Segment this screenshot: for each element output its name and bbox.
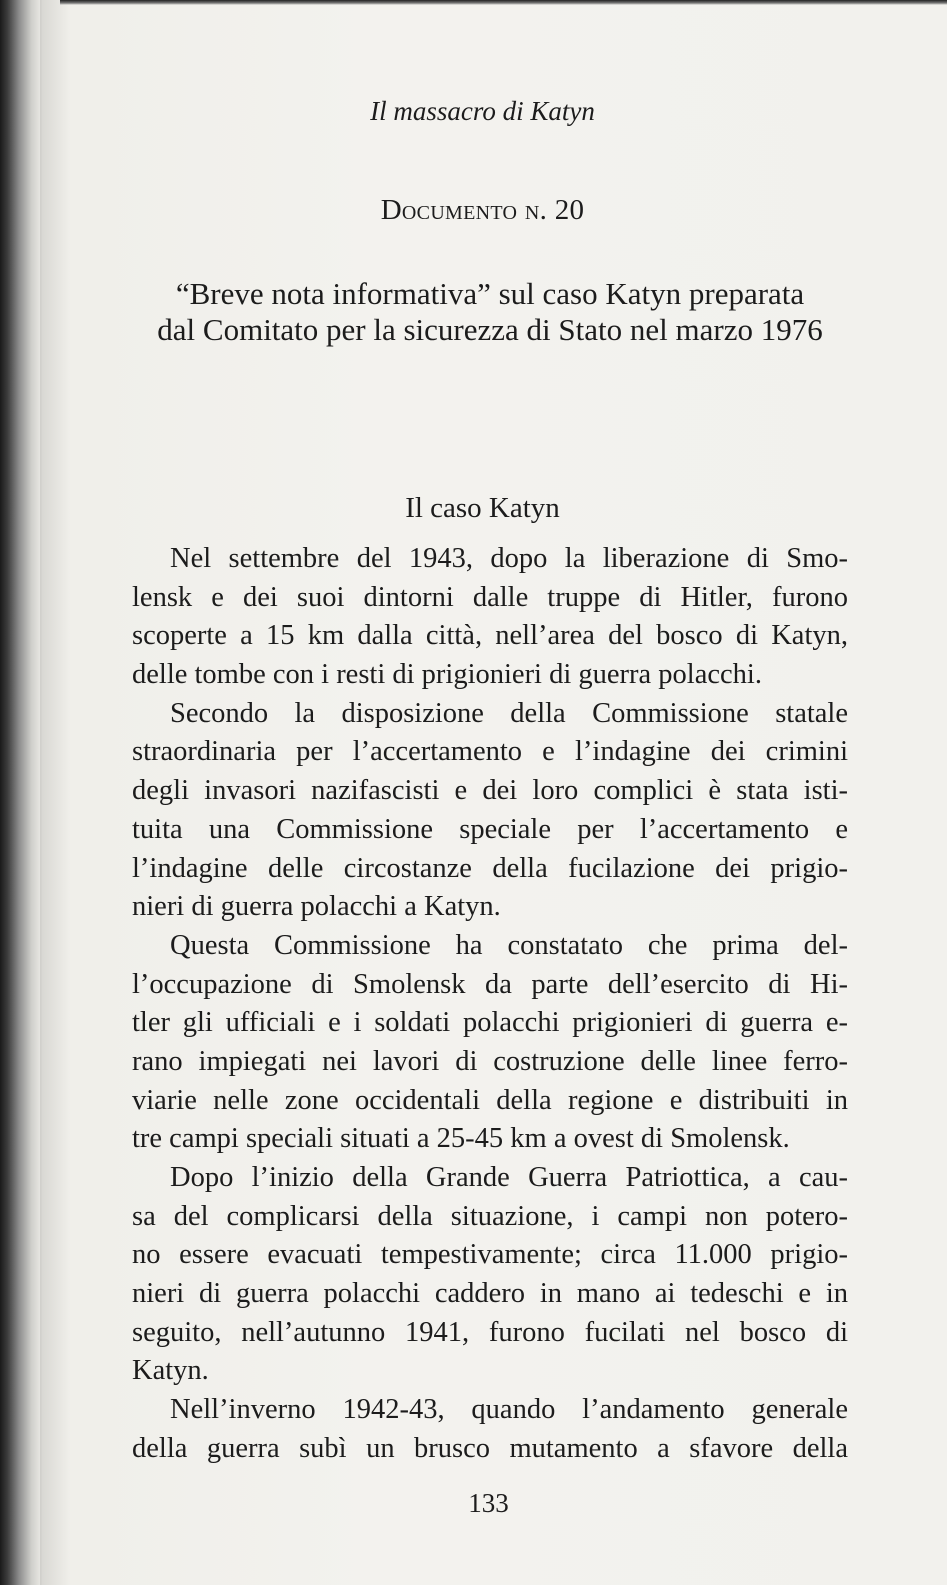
text-line: l’occupazione di Smolensk da parte dell’esercito di Hi- xyxy=(132,968,848,1000)
document-number: Documento n. 20 xyxy=(380,194,585,226)
text-line: Dopo l’inizio della Grande Guerra Patriottica, a cau- xyxy=(170,1162,848,1193)
text-line: tre campi speciali situati a 25-45 km a ovest di Smolensk. xyxy=(132,1123,790,1155)
book-spine-shadow xyxy=(0,0,42,1585)
text-line: nieri di guerra polacchi caddero in mano ai tedeschi e in xyxy=(132,1278,848,1310)
text-line: sa del complicarsi della situazione, i campi non potero- xyxy=(132,1200,848,1232)
document-title xyxy=(130,276,850,348)
text-line: degli invasori nazifascisti e dei loro complici è stata isti- xyxy=(132,775,848,807)
text-line: nieri di guerra polacchi a Katyn. xyxy=(132,891,501,923)
text-line: lensk e dei suoi dintorni dalle truppe di Hitler, furono xyxy=(132,581,848,613)
top-edge xyxy=(60,0,947,5)
text-line: viarie nelle zone occidentali della regione e distribuiti in xyxy=(132,1084,848,1116)
text-line: no essere evacuati tempestivamente; circa 11.000 prigio- xyxy=(132,1239,848,1271)
text-line: tler gli ufficiali e i soldati polacchi prigionieri di guerra e- xyxy=(132,1007,848,1039)
text-line: scoperte a 15 km dalla città, nell’area del bosco di Katyn, xyxy=(132,620,848,652)
text-line: l’indagine delle circostanze della fucilazione dei prigio- xyxy=(132,852,848,884)
text-line: Nel settembre del 1943, dopo la liberazione di Smo- xyxy=(170,543,848,574)
text-line: Nell’inverno 1942-43, quando l’andamento generale xyxy=(170,1394,848,1426)
text-line: rano impiegati nei lavori di costruzione delle linee ferro- xyxy=(132,1045,848,1077)
running-head: Il massacro di Katyn xyxy=(370,96,595,126)
text-line: delle tombe con i resti di prigionieri di guerra polacchi. xyxy=(132,659,762,691)
document-title-line: “Breve nota informativa” sul caso Katyn preparata xyxy=(175,276,805,311)
page-number: 133 xyxy=(468,1488,509,1518)
text-line: straordinaria per l’accertamento e l’indagine dei crimini xyxy=(132,736,848,768)
body-text xyxy=(132,540,848,1469)
text-line: tuita una Commissione speciale per l’accertamento e xyxy=(132,813,848,845)
section-title: Il caso Katyn xyxy=(405,492,560,524)
document-title-line: dal Comitato per la sicurezza di Stato nel marzo 1976 xyxy=(157,312,823,347)
text-line: Secondo la disposizione della Commissione statale xyxy=(170,697,848,729)
text-line: della guerra subì un brusco mutamento a sfavore della xyxy=(132,1432,848,1464)
text-line: seguito, nell’autunno 1941, furono fucilati nel bosco di xyxy=(132,1316,848,1348)
gutter-shadow xyxy=(40,0,70,1585)
text-line: Katyn. xyxy=(132,1355,209,1387)
text-line: Questa Commissione ha constatato che prima del- xyxy=(170,929,848,961)
